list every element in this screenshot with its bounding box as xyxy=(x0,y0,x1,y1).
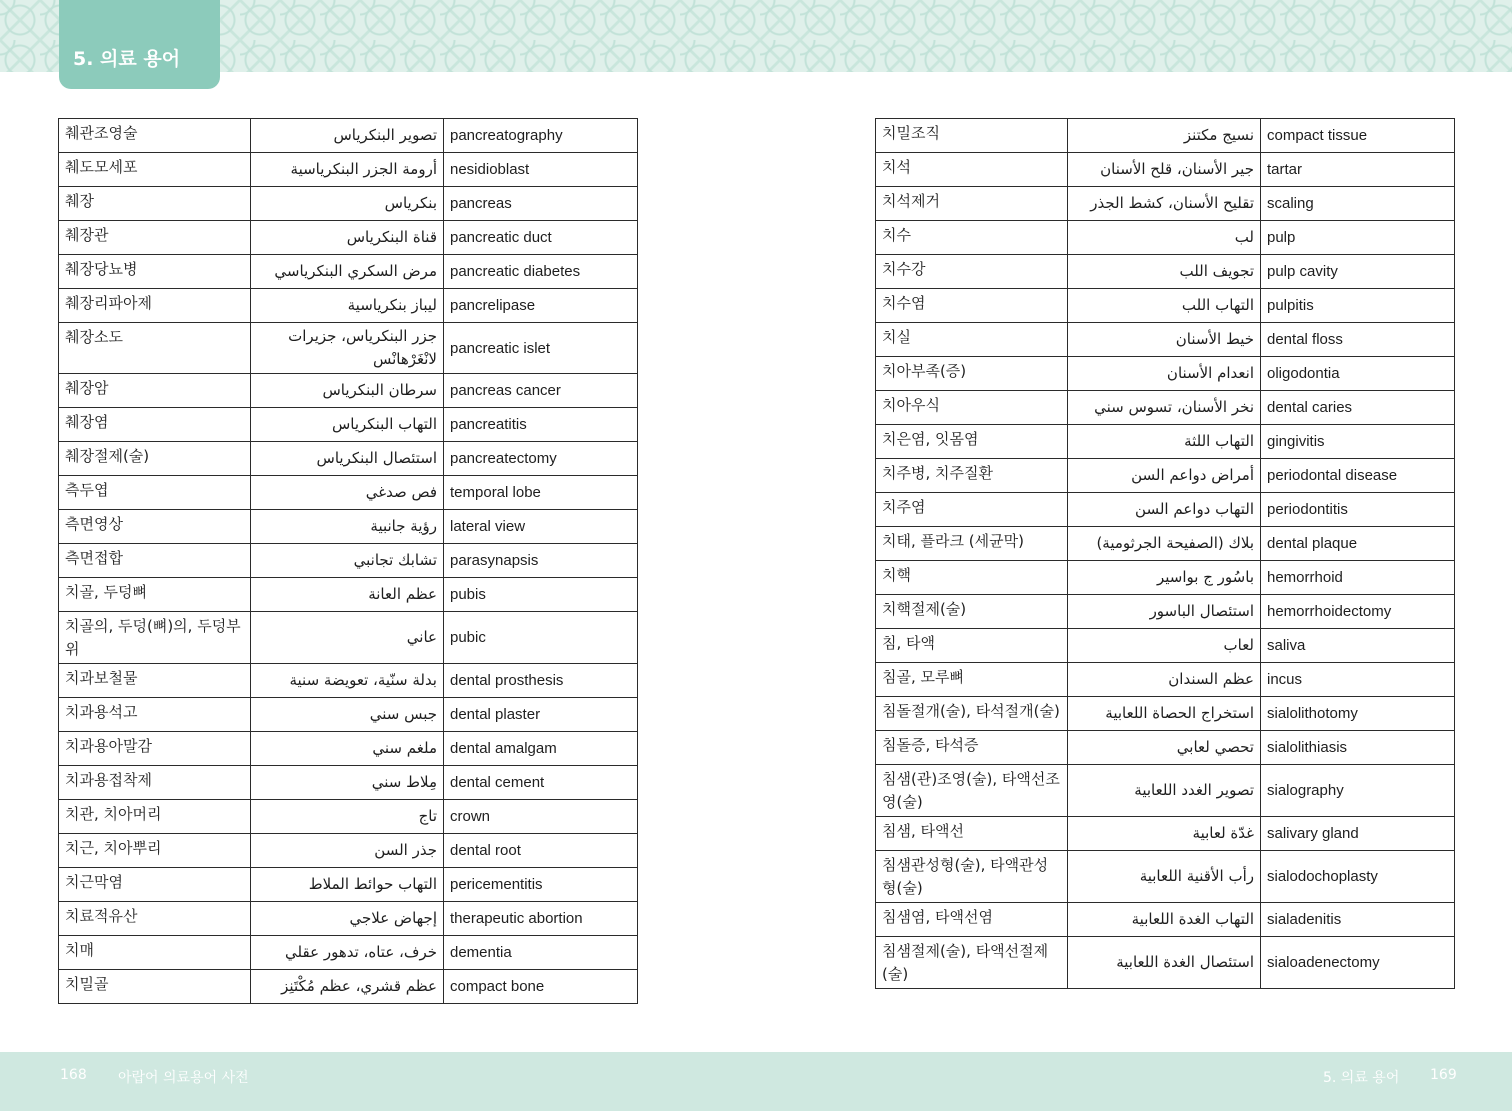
korean-term: 치관, 치아머리 xyxy=(59,800,251,834)
korean-term: 침돌절개(술), 타석절개(술) xyxy=(876,697,1068,731)
english-term: sialolithiasis xyxy=(1261,731,1455,765)
english-term: pulp cavity xyxy=(1261,255,1455,289)
english-term: hemorrhoidectomy xyxy=(1261,595,1455,629)
term-row xyxy=(876,459,1455,493)
term-row xyxy=(876,527,1455,561)
korean-term: 치주병, 치주질환 xyxy=(876,459,1068,493)
term-row xyxy=(59,255,638,289)
english-term: pancreatic diabetes xyxy=(444,255,638,289)
term-row xyxy=(876,561,1455,595)
term-row xyxy=(59,868,638,902)
english-term: compact tissue xyxy=(1261,119,1455,153)
english-term: sialolithotomy xyxy=(1261,697,1455,731)
term-row xyxy=(876,425,1455,459)
arabic-term: خرف، عتاه، تدهور عقلي xyxy=(251,936,444,970)
arabic-term: بنكرياس xyxy=(251,187,444,221)
arabic-term: التهاب الغدة اللعابية xyxy=(1068,903,1261,937)
page-footer xyxy=(0,1052,1512,1111)
term-row xyxy=(59,698,638,732)
arabic-term: استخراج الحصاة اللعابية xyxy=(1068,697,1261,731)
term-row xyxy=(876,119,1455,153)
english-term: pubis xyxy=(444,578,638,612)
english-term: dental plaque xyxy=(1261,527,1455,561)
arabic-term: عاني xyxy=(251,612,444,664)
english-term: pancrelipase xyxy=(444,289,638,323)
english-term: saliva xyxy=(1261,629,1455,663)
english-term: therapeutic abortion xyxy=(444,902,638,936)
korean-term: 치과용접착제 xyxy=(59,766,251,800)
arabic-term: استئصال الباسور xyxy=(1068,595,1261,629)
english-term: parasynapsis xyxy=(444,544,638,578)
english-term: dental floss xyxy=(1261,323,1455,357)
term-row xyxy=(876,153,1455,187)
term-row xyxy=(59,612,638,664)
korean-term: 치과용석고 xyxy=(59,698,251,732)
korean-term: 치태, 플라크 (세균막) xyxy=(876,527,1068,561)
arabic-term: لعاب xyxy=(1068,629,1261,663)
korean-term: 췌장염 xyxy=(59,408,251,442)
korean-term: 치수염 xyxy=(876,289,1068,323)
arabic-term: نخر الأسنان، تسوس سني xyxy=(1068,391,1261,425)
english-term: oligodontia xyxy=(1261,357,1455,391)
english-term: dental plaster xyxy=(444,698,638,732)
korean-term: 치과보철물 xyxy=(59,664,251,698)
term-row xyxy=(59,664,638,698)
term-row xyxy=(876,817,1455,851)
arabic-term: لب xyxy=(1068,221,1261,255)
arabic-term: ليباز بنكرياسية xyxy=(251,289,444,323)
term-row xyxy=(59,442,638,476)
arabic-term: قناة البنكرياس xyxy=(251,221,444,255)
arabic-term: تصوير البنكرياس xyxy=(251,119,444,153)
arabic-term: التهاب البنكرياس xyxy=(251,408,444,442)
arabic-term: مِلاط سني xyxy=(251,766,444,800)
korean-term: 침골, 모루뼈 xyxy=(876,663,1068,697)
english-term: dental caries xyxy=(1261,391,1455,425)
english-term: sialodochoplasty xyxy=(1261,851,1455,903)
arabic-term: جذر السن xyxy=(251,834,444,868)
term-row xyxy=(59,408,638,442)
english-term: incus xyxy=(1261,663,1455,697)
english-term: pubic xyxy=(444,612,638,664)
english-term: sialadenitis xyxy=(1261,903,1455,937)
arabic-term: استئصال الغدة اللعابية xyxy=(1068,937,1261,989)
term-row xyxy=(59,374,638,408)
english-term: tartar xyxy=(1261,153,1455,187)
korean-term: 치수 xyxy=(876,221,1068,255)
term-row xyxy=(59,510,638,544)
term-row xyxy=(59,936,638,970)
korean-term: 치근막염 xyxy=(59,868,251,902)
arabic-term: تحصي لعابي xyxy=(1068,731,1261,765)
korean-term: 치석 xyxy=(876,153,1068,187)
arabic-term: انعدام الأسنان xyxy=(1068,357,1261,391)
chapter-title: 5. 의료 용어 xyxy=(73,48,181,70)
term-row xyxy=(59,119,638,153)
korean-term: 침샘(관)조영(술), 타액선조영(술) xyxy=(876,765,1068,817)
arabic-term: بلاك (الصفيحة الجرثومية) xyxy=(1068,527,1261,561)
korean-term: 치밀조직 xyxy=(876,119,1068,153)
term-row xyxy=(59,766,638,800)
english-term: scaling xyxy=(1261,187,1455,221)
term-row xyxy=(876,937,1455,989)
korean-term: 치핵 xyxy=(876,561,1068,595)
term-row xyxy=(59,732,638,766)
arabic-term: تصوير الغدد اللعابية xyxy=(1068,765,1261,817)
english-term: dental root xyxy=(444,834,638,868)
arabic-term: عظم السندان xyxy=(1068,663,1261,697)
term-row xyxy=(876,629,1455,663)
korean-term: 침샘관성형(술), 타액관성형(술) xyxy=(876,851,1068,903)
english-term: pancreas xyxy=(444,187,638,221)
term-row xyxy=(876,903,1455,937)
arabic-term: جير الأسنان، قلح الأسنان xyxy=(1068,153,1261,187)
right-page-number: 169 xyxy=(1430,1067,1457,1083)
term-row xyxy=(876,289,1455,323)
english-term: gingivitis xyxy=(1261,425,1455,459)
korean-term: 췌관조영술 xyxy=(59,119,251,153)
english-term: temporal lobe xyxy=(444,476,638,510)
arabic-term: رأب الأقنية اللعابية xyxy=(1068,851,1261,903)
korean-term: 췌장 xyxy=(59,187,251,221)
term-row xyxy=(876,731,1455,765)
term-row xyxy=(59,153,638,187)
korean-term: 치주염 xyxy=(876,493,1068,527)
english-term: dental prosthesis xyxy=(444,664,638,698)
arabic-term: نسيج مكتنز xyxy=(1068,119,1261,153)
korean-term: 치아부족(증) xyxy=(876,357,1068,391)
left-book-title: 아랍어 의료용어 사전 xyxy=(118,1070,249,1086)
korean-term: 치핵절제(술) xyxy=(876,595,1068,629)
term-row xyxy=(59,289,638,323)
arabic-term: إجهاض علاجي xyxy=(251,902,444,936)
english-term: pancreatitis xyxy=(444,408,638,442)
chapter-title-tab xyxy=(59,0,220,89)
korean-term: 치은염, 잇몸염 xyxy=(876,425,1068,459)
term-row xyxy=(876,493,1455,527)
arabic-term: أرومة الجزر البنكرياسية xyxy=(251,153,444,187)
term-row xyxy=(59,476,638,510)
left-terms-table xyxy=(58,118,638,1004)
left-page-number: 168 xyxy=(60,1067,87,1083)
arabic-term: جزر البنكرياس، جزيرات لانْغَرْهانْس xyxy=(251,323,444,374)
arabic-term: بدلة سنّية، تعويضة سنية xyxy=(251,664,444,698)
korean-term: 췌장절제(술) xyxy=(59,442,251,476)
korean-term: 치근, 치아뿌리 xyxy=(59,834,251,868)
korean-term: 측두엽 xyxy=(59,476,251,510)
english-term: pulp xyxy=(1261,221,1455,255)
arabic-term: عظم قشري، عظم مُكْتَنِز xyxy=(251,970,444,1004)
english-term: periodontitis xyxy=(1261,493,1455,527)
arabic-term: رؤية جانبية xyxy=(251,510,444,544)
arabic-term: تقليح الأسنان، كشط الجذر xyxy=(1068,187,1261,221)
arabic-term: جبس سني xyxy=(251,698,444,732)
english-term: sialoadenectomy xyxy=(1261,937,1455,989)
korean-term: 치밀골 xyxy=(59,970,251,1004)
term-row xyxy=(59,902,638,936)
korean-term: 치료적유산 xyxy=(59,902,251,936)
arabic-term: التهاب اللب xyxy=(1068,289,1261,323)
english-term: pancreatic islet xyxy=(444,323,638,374)
korean-term: 침돌증, 타석증 xyxy=(876,731,1068,765)
korean-term: 치골의, 두덩(뼈)의, 두덩부위 xyxy=(59,612,251,664)
korean-term: 치골, 두덩뼈 xyxy=(59,578,251,612)
korean-term: 췌장암 xyxy=(59,374,251,408)
english-term: pancreatectomy xyxy=(444,442,638,476)
term-row xyxy=(876,187,1455,221)
term-row xyxy=(876,765,1455,817)
english-term: hemorrhoid xyxy=(1261,561,1455,595)
arabic-term: تاج xyxy=(251,800,444,834)
arabic-term: عظم العانة xyxy=(251,578,444,612)
korean-term: 측면영상 xyxy=(59,510,251,544)
arabic-term: فص صدغي xyxy=(251,476,444,510)
english-term: dental amalgam xyxy=(444,732,638,766)
term-row xyxy=(59,544,638,578)
korean-term: 측면접합 xyxy=(59,544,251,578)
english-term: pericementitis xyxy=(444,868,638,902)
korean-term: 침샘절제(술), 타액선절제(술) xyxy=(876,937,1068,989)
right-terms-table xyxy=(875,118,1455,989)
english-term: compact bone xyxy=(444,970,638,1004)
english-term: nesidioblast xyxy=(444,153,638,187)
english-term: pancreas cancer xyxy=(444,374,638,408)
english-term: crown xyxy=(444,800,638,834)
term-row xyxy=(59,800,638,834)
arabic-term: أمراض دواعم السن xyxy=(1068,459,1261,493)
term-row xyxy=(59,578,638,612)
korean-term: 치석제거 xyxy=(876,187,1068,221)
term-row xyxy=(876,221,1455,255)
korean-term: 췌장당뇨병 xyxy=(59,255,251,289)
arabic-term: ملغم سني xyxy=(251,732,444,766)
arabic-term: استئصال البنكرياس xyxy=(251,442,444,476)
arabic-term: التهاب دواعم السن xyxy=(1068,493,1261,527)
term-row xyxy=(876,595,1455,629)
term-row xyxy=(59,323,638,374)
arabic-term: خيط الأسنان xyxy=(1068,323,1261,357)
term-row xyxy=(876,851,1455,903)
english-term: salivary gland xyxy=(1261,817,1455,851)
arabic-term: باسُور ج بواسير xyxy=(1068,561,1261,595)
korean-term: 치매 xyxy=(59,936,251,970)
term-row xyxy=(59,970,638,1004)
english-term: pancreatography xyxy=(444,119,638,153)
english-term: sialography xyxy=(1261,765,1455,817)
term-row xyxy=(59,834,638,868)
term-row xyxy=(876,391,1455,425)
korean-term: 치수강 xyxy=(876,255,1068,289)
korean-term: 치실 xyxy=(876,323,1068,357)
english-term: periodontal disease xyxy=(1261,459,1455,493)
korean-term: 췌장리파아제 xyxy=(59,289,251,323)
korean-term: 췌장소도 xyxy=(59,323,251,374)
header-pattern-band xyxy=(0,0,1512,72)
term-row xyxy=(59,221,638,255)
korean-term: 치아우식 xyxy=(876,391,1068,425)
korean-term: 췌장관 xyxy=(59,221,251,255)
korean-term: 치과용아말감 xyxy=(59,732,251,766)
term-row xyxy=(876,697,1455,731)
korean-term: 침, 타액 xyxy=(876,629,1068,663)
english-term: pancreatic duct xyxy=(444,221,638,255)
korean-term: 침샘, 타액선 xyxy=(876,817,1068,851)
term-row xyxy=(876,323,1455,357)
arabic-term: تشابك تجانبي xyxy=(251,544,444,578)
korean-term: 침샘염, 타액선염 xyxy=(876,903,1068,937)
term-row xyxy=(876,255,1455,289)
arabic-term: تجويف اللب xyxy=(1068,255,1261,289)
term-row xyxy=(876,663,1455,697)
right-chapter-title: 5. 의료 용어 xyxy=(1323,1070,1400,1086)
arabic-term: مرض السكري البنكرياسي xyxy=(251,255,444,289)
arabic-term: غدّة لعابية xyxy=(1068,817,1261,851)
term-row xyxy=(876,357,1455,391)
english-term: pulpitis xyxy=(1261,289,1455,323)
english-term: dementia xyxy=(444,936,638,970)
term-row xyxy=(59,187,638,221)
arabic-term: سرطان البنكرياس xyxy=(251,374,444,408)
arabic-term: التهاب حوائط الملاط xyxy=(251,868,444,902)
arabic-term: التهاب اللثة xyxy=(1068,425,1261,459)
english-term: dental cement xyxy=(444,766,638,800)
english-term: lateral view xyxy=(444,510,638,544)
korean-term: 췌도모세포 xyxy=(59,153,251,187)
